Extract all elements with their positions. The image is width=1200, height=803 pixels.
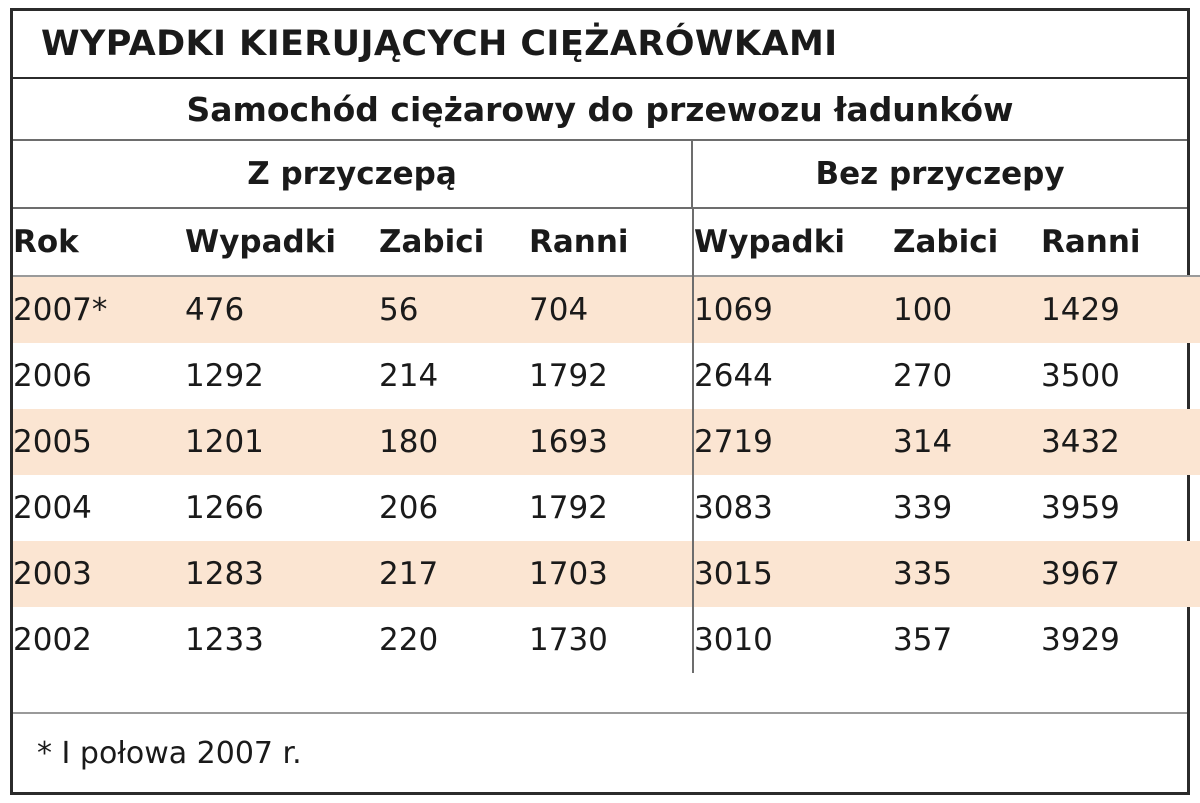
cell-right-accidents: 2719 xyxy=(693,409,893,475)
cell-left-accidents: 1201 xyxy=(185,409,379,475)
cell-right-accidents: 1069 xyxy=(693,276,893,343)
cell-left-injured: 1730 xyxy=(529,622,608,658)
table-body-wrapper xyxy=(13,209,1187,796)
cell-left-accidents: 476 xyxy=(185,276,379,343)
cell-right-accidents: 3083 xyxy=(693,475,893,541)
cell-right-killed: 270 xyxy=(893,358,953,394)
cell-left-accidents: 1266 xyxy=(185,490,264,526)
infographic-table xyxy=(10,8,1190,795)
cell-left-killed: 180 xyxy=(379,409,529,475)
header-right-injured: Ranni xyxy=(1041,224,1141,260)
cell-year: 2004 xyxy=(13,490,92,526)
footnote-text: * I połowa 2007 r. xyxy=(37,735,302,771)
cell-right-injured: 3929 xyxy=(1041,622,1120,658)
group-header-without-trailer: Bez przyczepy xyxy=(815,156,1065,192)
header-right-killed: Zabici xyxy=(893,224,999,260)
table-row xyxy=(13,276,1200,343)
group-header-with-trailer: Z przyczepą xyxy=(13,141,693,207)
footnote xyxy=(13,712,1187,792)
header-year: Rok xyxy=(13,224,79,260)
table-row xyxy=(13,409,1200,475)
cell-left-accidents: 1292 xyxy=(185,358,264,394)
cell-right-injured: 3500 xyxy=(1041,358,1120,394)
table-area xyxy=(13,209,1187,673)
page-title: WYPADKI KIERUJĄCYCH CIĘŻARÓWKAMI xyxy=(41,24,838,64)
cell-left-accidents: 1283 xyxy=(185,541,379,607)
header-left-injured: Ranni xyxy=(529,224,629,260)
header-right-accidents: Wypadki xyxy=(693,209,893,276)
cell-right-killed: 100 xyxy=(893,276,1041,343)
cell-right-injured: 3959 xyxy=(1041,490,1120,526)
table-row xyxy=(13,607,1200,673)
cell-right-accidents: 2644 xyxy=(693,343,893,409)
cell-left-injured: 1792 xyxy=(529,358,608,394)
cell-right-killed: 335 xyxy=(893,541,1041,607)
cell-left-injured: 1792 xyxy=(529,490,608,526)
cell-right-killed: 357 xyxy=(893,622,953,658)
cell-year: 2002 xyxy=(13,622,92,658)
table-header-row xyxy=(13,209,1200,276)
cell-right-accidents: 3015 xyxy=(693,541,893,607)
cell-right-accidents: 3010 xyxy=(693,607,893,673)
cell-left-killed: 217 xyxy=(379,541,529,607)
cell-year: 2006 xyxy=(13,358,92,394)
column-group-row xyxy=(13,141,1187,209)
cell-left-killed: 56 xyxy=(379,276,529,343)
cell-year: 2003 xyxy=(13,541,185,607)
table-subtitle: Samochód ciężarowy do przewozu ładunków xyxy=(186,89,1014,129)
subtitle-row xyxy=(13,79,1187,141)
table-row xyxy=(13,343,1200,409)
table-row xyxy=(13,475,1200,541)
table-row xyxy=(13,541,1200,607)
title-row xyxy=(13,11,1187,79)
cell-left-injured: 1693 xyxy=(529,409,693,475)
data-table xyxy=(13,209,1200,673)
cell-left-killed: 220 xyxy=(379,622,439,658)
cell-right-killed: 314 xyxy=(893,409,1041,475)
cell-left-killed: 214 xyxy=(379,358,439,394)
cell-right-injured: 3432 xyxy=(1041,409,1200,475)
cell-left-killed: 206 xyxy=(379,490,439,526)
cell-year: 2005 xyxy=(13,409,185,475)
cell-left-injured: 1703 xyxy=(529,541,693,607)
table-body xyxy=(13,276,1200,673)
cell-right-injured: 3967 xyxy=(1041,541,1200,607)
cell-right-killed: 339 xyxy=(893,490,953,526)
cell-year: 2007* xyxy=(13,276,185,343)
cell-right-injured: 1429 xyxy=(1041,276,1200,343)
header-left-accidents: Wypadki xyxy=(185,224,336,260)
cell-left-accidents: 1233 xyxy=(185,622,264,658)
cell-left-injured: 704 xyxy=(529,276,693,343)
header-left-killed: Zabici xyxy=(379,224,485,260)
